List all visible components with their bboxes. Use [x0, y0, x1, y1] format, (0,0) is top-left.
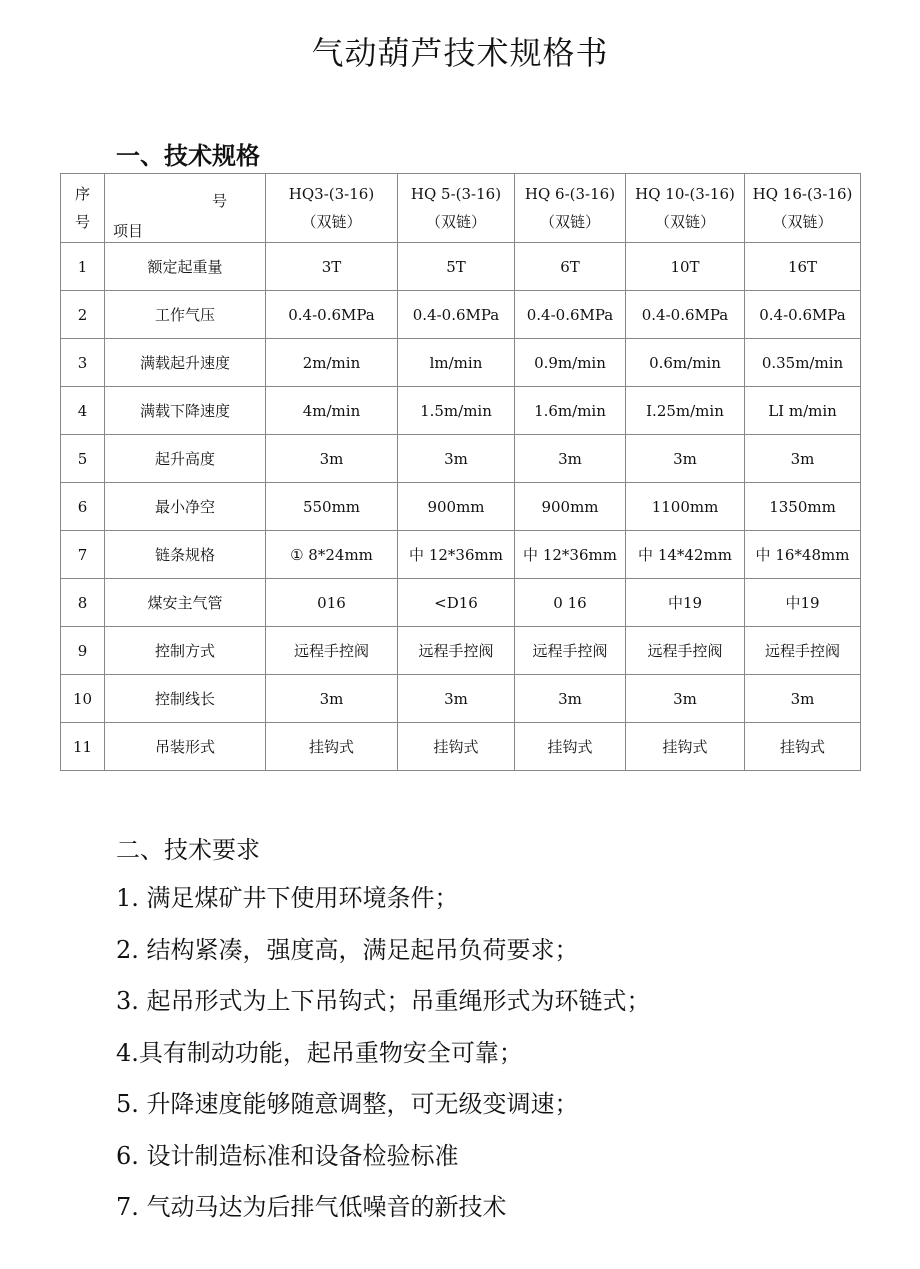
row-value-cell: 1.5m/min [398, 387, 515, 435]
row-value-cell: 3m [745, 675, 861, 723]
table-row [61, 483, 861, 531]
row-number: 5 [61, 435, 105, 483]
row-value-cell: 016 [266, 579, 398, 627]
table-row [61, 579, 861, 627]
requirement-item: 3. 起吊形式为上下吊钩式；吊重绳形式为环链式； [116, 987, 651, 1015]
row-number: 4 [61, 387, 105, 435]
requirement-item: 5. 升降速度能够随意调整，可无级变调速； [116, 1090, 579, 1118]
header-model-name: HQ 5-(3-16) [410, 185, 502, 203]
row-value-cell: 挂钩式 [626, 723, 745, 771]
header-model-name: HQ 16-(3-16) [752, 185, 853, 203]
table-row [61, 531, 861, 579]
document-title: 气动葫芦技术规格书 [311, 34, 609, 72]
row-value-cell: 3m [266, 675, 398, 723]
row-value-cell: 中19 [626, 579, 745, 627]
header-model-cell [626, 174, 745, 243]
row-item-label: 满载起升速度 [105, 339, 266, 387]
row-value-cell: 远程手控阀 [398, 627, 515, 675]
row-number: 2 [61, 291, 105, 339]
row-value-cell: lm/min [398, 339, 515, 387]
header-no-cell [61, 174, 105, 243]
table-row [61, 627, 861, 675]
row-value-cell: 0.6m/min [626, 339, 745, 387]
row-number: 7 [61, 531, 105, 579]
row-value-cell: 10T [626, 243, 745, 291]
header-model-type: （双链） [654, 213, 715, 231]
table-row [61, 435, 861, 483]
header-model-type: （双链） [539, 213, 600, 231]
row-value-cell: <D16 [398, 579, 515, 627]
row-item-label: 额定起重量 [105, 243, 266, 291]
requirement-item: 2. 结构紧凑，强度高，满足起吊负荷要求； [116, 935, 579, 964]
row-value-cell: 0.4-0.6MPa [745, 291, 861, 339]
row-item-label: 最小净空 [105, 483, 266, 531]
row-number: 3 [61, 339, 105, 387]
row-value-cell: 中 16*48mm [745, 531, 861, 579]
row-value-cell: 2m/min [266, 339, 398, 387]
row-value-cell: 3m [398, 675, 515, 723]
row-value-cell: 3m [398, 435, 515, 483]
header-diag-bottom: 项目 [113, 222, 144, 240]
row-number: 9 [61, 627, 105, 675]
row-value-cell: 远程手控阀 [745, 627, 861, 675]
requirement-item: 6. 设计制造标准和设备检验标准 [116, 1141, 459, 1170]
header-no-bottom: 号 [74, 213, 90, 231]
row-number: 6 [61, 483, 105, 531]
row-value-cell: ① 8*24mm [266, 531, 398, 579]
header-model-cell [398, 174, 515, 243]
section-heading-specs: 一、技术规格 [116, 141, 260, 170]
row-item-label: 控制线长 [105, 675, 266, 723]
row-value-cell: I.25m/min [626, 387, 745, 435]
header-diag-top: 号 [211, 192, 227, 210]
requirements-list [116, 876, 651, 1237]
header-item-cell [105, 174, 266, 243]
row-item-label: 满载下降速度 [105, 387, 266, 435]
row-item-label: 工作气压 [105, 291, 266, 339]
row-value-cell: 3m [266, 435, 398, 483]
row-item-label: 吊装形式 [105, 723, 266, 771]
spec-table [60, 173, 861, 771]
row-value-cell: 1350mm [745, 483, 861, 531]
requirement-item: 1. 满足煤矿井下使用环境条件； [116, 884, 459, 912]
row-value-cell: 5T [398, 243, 515, 291]
row-value-cell: 6T [515, 243, 626, 291]
row-value-cell: 挂钩式 [745, 723, 861, 771]
row-number: 8 [61, 579, 105, 627]
section-heading-requirements: 二、技术要求 [116, 836, 260, 864]
row-number: 11 [61, 723, 105, 771]
header-model-cell [745, 174, 861, 243]
row-value-cell: 中 12*36mm [515, 531, 626, 579]
row-value-cell: 3m [626, 675, 745, 723]
row-value-cell: LI m/min [745, 387, 861, 435]
row-value-cell: 1.6m/min [515, 387, 626, 435]
header-model-name: HQ 10-(3-16) [635, 185, 735, 203]
table-row [61, 291, 861, 339]
row-value-cell: 900mm [515, 483, 626, 531]
row-value-cell: 3T [266, 243, 398, 291]
table-row [61, 243, 861, 291]
row-value-cell: 中 12*36mm [398, 531, 515, 579]
row-number: 1 [61, 243, 105, 291]
header-no-top: 序 [74, 185, 90, 203]
header-model-name: HQ3-(3-16) [288, 185, 375, 203]
requirement-item: 7. 气动马达为后排气低噪音的新技术 [116, 1193, 507, 1221]
row-value-cell: 远程手控阀 [515, 627, 626, 675]
row-value-cell: 0 16 [515, 579, 626, 627]
row-value-cell: 0.35m/min [745, 339, 861, 387]
row-value-cell: 0.4-0.6MPa [398, 291, 515, 339]
row-value-cell: 挂钩式 [515, 723, 626, 771]
table-row [61, 723, 861, 771]
row-value-cell: 3m [515, 435, 626, 483]
row-value-cell: 挂钩式 [266, 723, 398, 771]
row-value-cell: 3m [515, 675, 626, 723]
row-value-cell: 远程手控阀 [266, 627, 398, 675]
row-item-label: 链条规格 [105, 531, 266, 579]
requirement-item: 4.具有制动功能，起吊重物安全可靠； [116, 1038, 523, 1067]
row-value-cell: 1100mm [626, 483, 745, 531]
table-row [61, 675, 861, 723]
row-value-cell: 900mm [398, 483, 515, 531]
table-row [61, 387, 861, 435]
row-value-cell: 中19 [745, 579, 861, 627]
row-value-cell: 0.4-0.6MPa [515, 291, 626, 339]
row-item-label: 起升高度 [105, 435, 266, 483]
row-value-cell: 3m [626, 435, 745, 483]
header-model-type: （双链） [425, 213, 486, 231]
row-value-cell: 中 14*42mm [626, 531, 745, 579]
row-value-cell: 0.9m/min [515, 339, 626, 387]
header-model-cell [515, 174, 626, 243]
row-value-cell: 16T [745, 243, 861, 291]
row-value-cell: 0.4-0.6MPa [626, 291, 745, 339]
row-value-cell: 挂钩式 [398, 723, 515, 771]
table-row [61, 339, 861, 387]
header-model-cell [266, 174, 398, 243]
row-value-cell: 远程手控阀 [626, 627, 745, 675]
row-item-label: 煤安主气管 [105, 579, 266, 627]
header-model-type: （双链） [301, 213, 362, 231]
row-number: 10 [61, 675, 105, 723]
header-model-type: （双链） [772, 213, 833, 231]
row-value-cell: 3m [745, 435, 861, 483]
table-header-row [61, 174, 861, 243]
row-value-cell: 4m/min [266, 387, 398, 435]
header-model-name: HQ 6-(3-16) [524, 185, 616, 203]
row-item-label: 控制方式 [105, 627, 266, 675]
row-value-cell: 550mm [266, 483, 398, 531]
row-value-cell: 0.4-0.6MPa [266, 291, 398, 339]
